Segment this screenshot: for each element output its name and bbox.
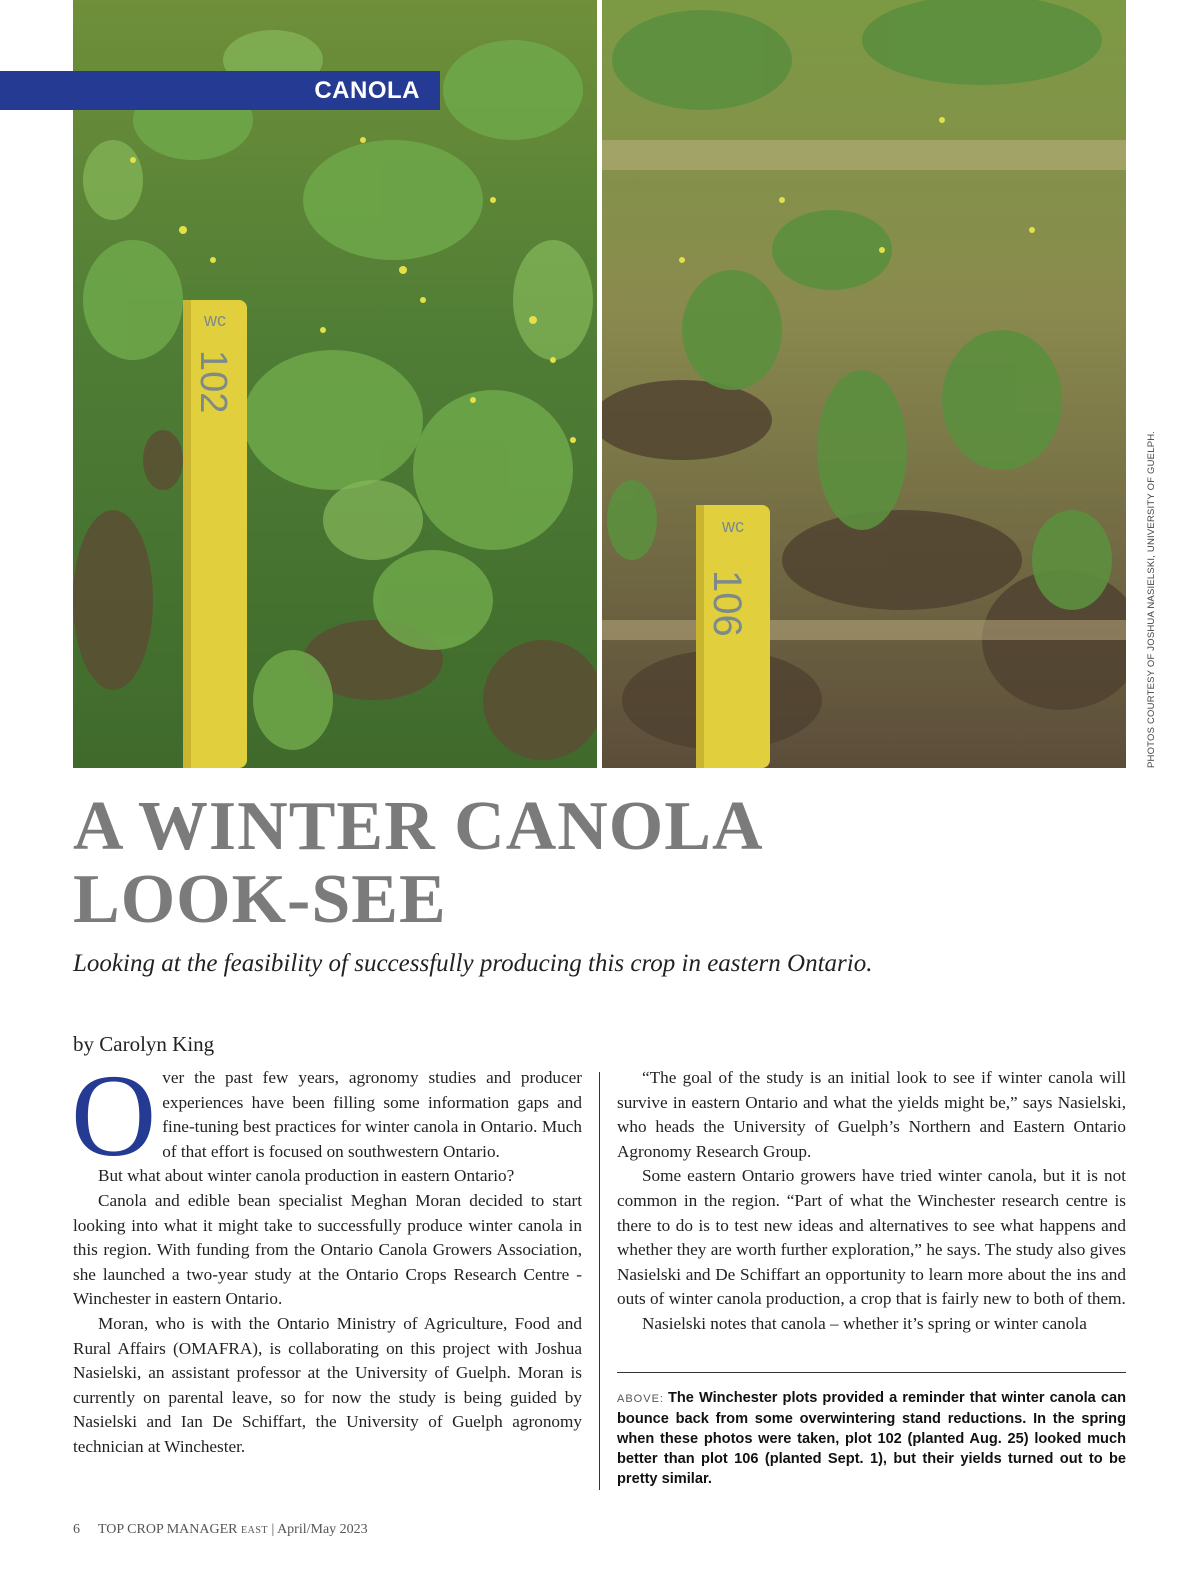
photo-plot-102 [73,0,597,768]
caption-divider [617,1372,1126,1373]
caption-tag: ABOVE: [617,1393,664,1405]
page-footer [73,1522,368,1538]
section-banner [0,71,440,110]
stake-102-number: 102 [192,350,234,414]
section-label: CANOLA [314,77,420,104]
article-headline [73,790,973,936]
byline: by Carolyn King [73,1032,215,1056]
paragraph: Nasielski notes that canola – whether it’s spring or winter canola [642,1313,1087,1333]
drop-cap: O [71,1050,157,1181]
issue-date: April/May 2023 [277,1522,368,1537]
magazine-name: TOP CROP MANAGER [98,1522,238,1537]
photo-plot-106 [602,0,1126,768]
headline-line-2: LOOK-SEE [73,861,447,938]
paragraph: Moran, who is with the Ontario Ministry of Agriculture, Food and Rural Affairs (OMAFRA), is collaborating on this project with Joshua Nasielski, an assistant professor at the University of Guelph. Moran is currently on parental leave, so for now the study is being guided by Nasielski and Ian De Schiffart, the University of Guelph agronomy technician at Winchester. [73,1313,582,1456]
paragraph: Canola and edible bean specialist Meghan Moran decided to start looking into what it might take to successfully produce winter canola in this region. With funding from the Ontario Canola Growers Association, she launched a two-year study at the Ontario Crops Research Centre - Winchester in eastern Ontario. [73,1190,582,1309]
paragraph: “The goal of the study is an initial look to see if winter canola will survive in eastern Ontario and what the yields might be,” says Nasielski, who heads the University of Guelph’s Northern and Eastern Ontario Agronomy Research Group. [617,1068,1126,1161]
magazine-edition: EAST [241,1525,269,1536]
paragraph: But what about winter canola production in eastern Ontario? [98,1166,515,1186]
article-column-right [617,1066,1126,1337]
article-deck: Looking at the feasibility of successfully producing this crop in eastern Ontario. [73,950,873,977]
caption-text: The Winchester plots provided a reminder that winter canola can bounce back from some overwintering stand reductions. In the spring when these photos were taken, plot 102 (planted Aug. 25) looked much better than plot 106 (planted Sept. 1), but their yields turned out to be pretty similar. [617,1390,1126,1487]
stake-106-number: 106 [705,570,749,637]
column-divider [599,1072,600,1490]
paragraph-text: ver the past few years, agronomy studies and producer experiences have been filling some information gaps and fine-tuning best practices for winter canola in Ontario. Much of that effort is focused on southwestern Ontario. [162,1068,582,1161]
article-column-left [71,1050,582,1460]
footer-separator: | [271,1522,275,1537]
stake-102-label-top: wc [204,310,226,330]
page-number: 6 [73,1522,80,1537]
photo-credit: PHOTOS COURTESY OF JOSHUA NASIELSKI, UNIVERSITY OF GUELPH. [1146,430,1157,768]
headline-line-1: A WINTER CANOLA [73,788,764,865]
stake-106-label-top: wc [722,516,744,536]
paragraph: Some eastern Ontario growers have tried winter canola, but it is not common in the region. “Part of what the Winchester research centre is there to do is to test new ideas and alternatives to see what happens and whether they are worth further exploration,” he says. The study also gives Nasielski and De Schiffart an opportunity to learn more about the ins and outs of winter canola production, a crop that is fairly new to both of them. [617,1166,1126,1309]
photo-caption [617,1388,1126,1489]
